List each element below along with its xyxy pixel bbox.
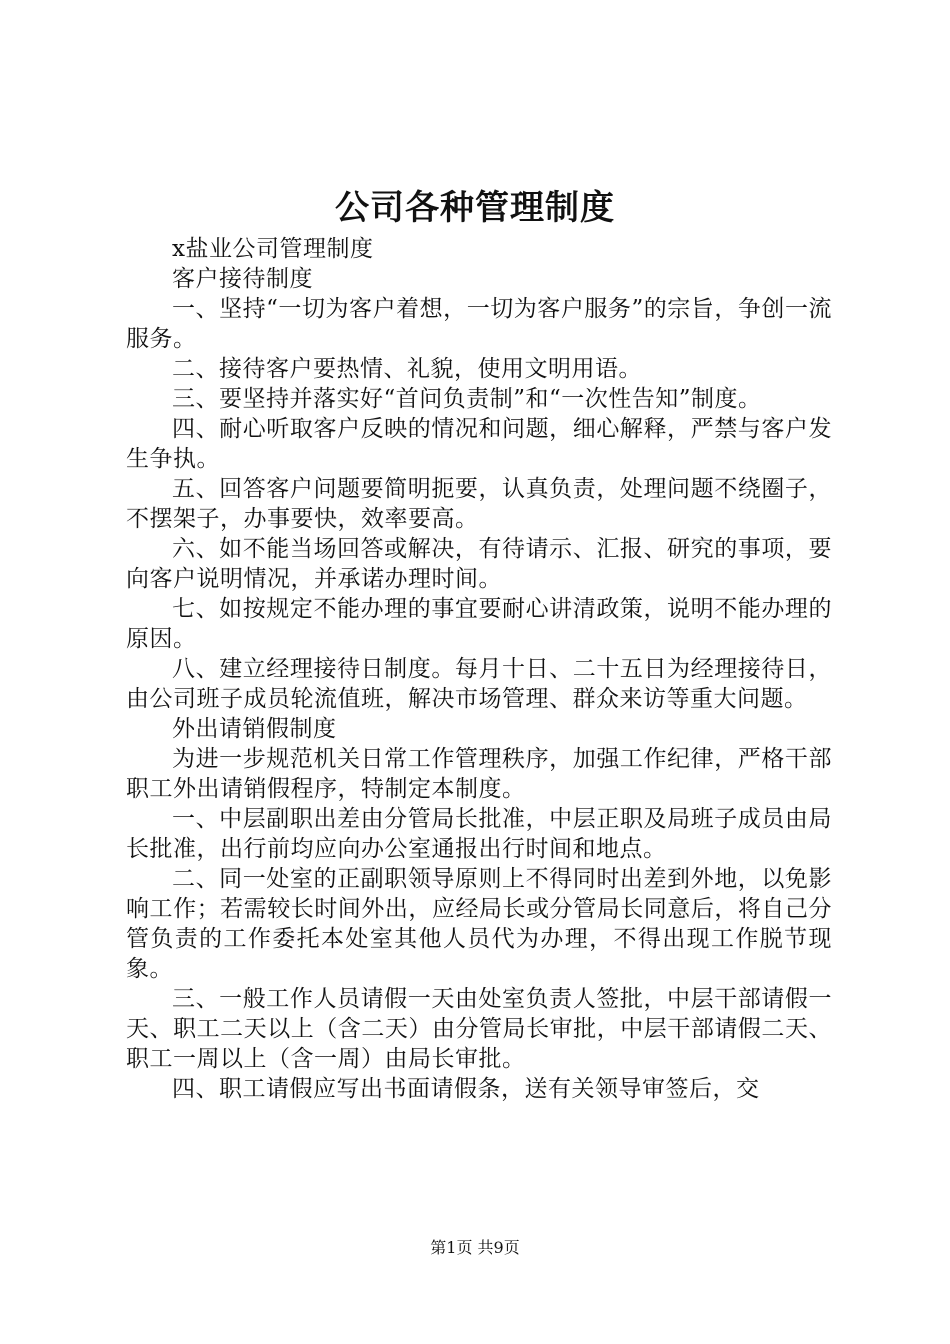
- paragraph: 四、耐心听取客户反映的情况和问题，细心解释，严禁与客户发生争执。: [126, 416, 832, 472]
- section-heading-leave: 外出请销假制度: [172, 716, 337, 742]
- page-footer: 第1页 共9页: [430, 1238, 520, 1257]
- document-title: 公司各种管理制度: [335, 188, 615, 228]
- paragraph: 为进一步规范机关日常工作管理秩序，加强工作纪律，严格干部职工外出请销假程序，特制定本制度。: [126, 746, 832, 802]
- paragraph: 八、建立经理接待日制度。每月十日、二十五日为经理接待日，由公司班子成员轮流值班，解决市场管理、群众来访等重大问题。: [126, 656, 832, 712]
- paragraph: 七、如按规定不能办理的事宜要耐心讲清政策，说明不能办理的原因。: [126, 596, 832, 652]
- paragraph: 一、中层副职出差由分管局长批准，中层正职及局班子成员由局长批准，出行前均应向办公室通报出行时间和地点。: [126, 806, 832, 862]
- paragraph: 二、接待客户要热情、礼貌，使用文明用语。: [172, 356, 642, 382]
- paragraph: 三、一般工作人员请假一天由处室负责人签批，中层干部请假一天、职工二天以上（含二天）由分管局长审批，中层干部请假二天、职工一周以上（含一周）由局长审批。: [126, 986, 832, 1072]
- document-body: [126, 234, 832, 1104]
- paragraph: 一、坚持“一切为客户着想，一切为客户服务”的宗旨，争创一流服务。: [126, 296, 832, 352]
- paragraph: 六、如不能当场回答或解决，有待请示、汇报、研究的事项，要向客户说明情况，并承诺办理时间。: [126, 536, 832, 592]
- paragraph: 二、同一处室的正副职领导原则上不得同时出差到外地，以免影响工作；若需较长时间外出，应经局长或分管局长同意后，将自己分管负责的工作委托本处室其他人员代为办理，不得出现工作脱节现象。: [126, 866, 832, 982]
- paragraph-company-heading: x盐业公司管理制度: [172, 236, 374, 262]
- paragraph: 三、要坚持并落实好“首问负责制”和“一次性告知”制度。: [172, 386, 762, 412]
- paragraph: 四、职工请假应写出书面请假条，送有关领导审签后，交: [172, 1076, 760, 1102]
- paragraph: 五、回答客户问题要简明扼要，认真负责，处理问题不绕圈子，不摆架子，办事要快，效率要高。: [126, 476, 832, 532]
- section-heading-reception: 客户接待制度: [172, 266, 313, 292]
